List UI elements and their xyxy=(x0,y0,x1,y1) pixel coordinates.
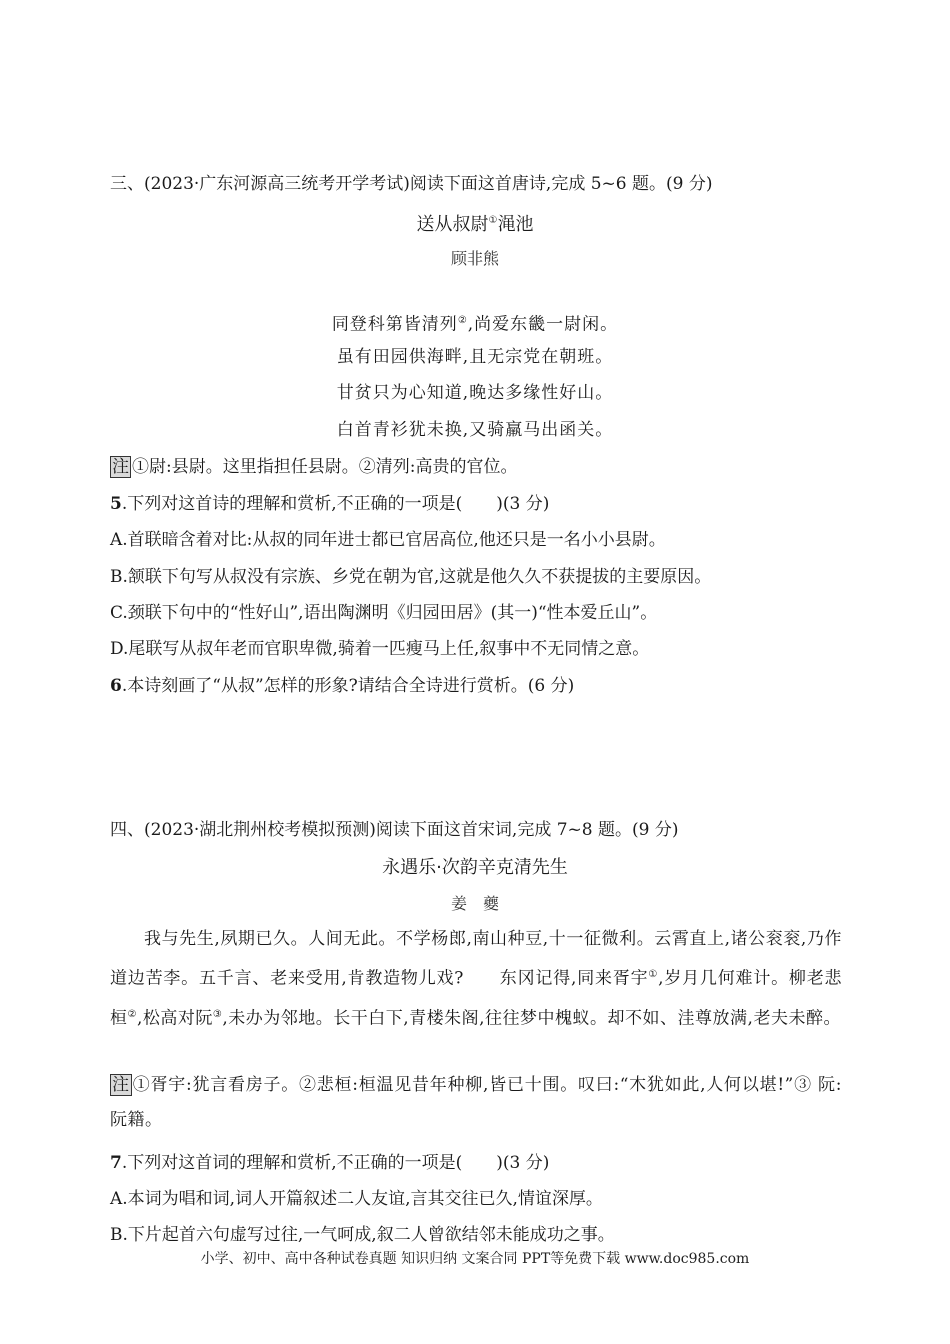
poem-line-text: ,尚爱东畿一尉闲。 xyxy=(467,314,619,335)
section-4-heading: 四、(2023·湖北荆州校考模拟预测)阅读下面这首宋词,完成 7~8 题。(9 分) xyxy=(110,820,679,840)
footnote-marker: ② xyxy=(127,1008,137,1020)
poem-title xyxy=(0,208,950,238)
note-text: ①胥宇:犹言看房子。②悲桓:桓温见昔年种柳,皆已十围。叹曰:“木犹如此,人何以堪!”③ 阮:阮籍。 xyxy=(110,1075,842,1130)
ci-text: ,岁月几何难计。柳老悲桓 xyxy=(110,968,842,1029)
question-number: 6 xyxy=(110,676,122,696)
ci-note xyxy=(110,1068,842,1138)
question-text: .本诗刻画了“从叔”怎样的形象?请结合全诗进行赏析。(6 分) xyxy=(121,676,575,696)
note-tag: 注 xyxy=(112,457,129,477)
ci-title: 永遇乐·次韵辛克清先生 xyxy=(382,857,568,878)
ci-text: 我与先生,夙期已久。人间无此。不学杨郎,南山种豆,十一征微利。云霄直上,诸公衮衮,乃作道边苦李。五千言、老来受用,肯教造物儿戏? 东冈记得,同来胥宇 xyxy=(110,929,842,989)
poem-title-text: 送从叔尉 xyxy=(416,214,489,235)
option-c: C.颈联下句中的“性好山”,语出陶渊明《归园田居》(其一)“性本爱丘山”。 xyxy=(110,603,658,623)
poem-line: 白首青衫犹未换,又骑羸马出函关。 xyxy=(336,420,614,440)
poem-line: 甘贫只为心知道,晚达多缘性好山。 xyxy=(336,383,614,403)
poem-line: 虽有田园供海畔,且无宗党在朝班。 xyxy=(336,347,614,367)
ci-author: 姜 夔 xyxy=(450,894,499,913)
question-number: 5 xyxy=(110,494,122,514)
poem-line xyxy=(0,309,950,337)
footnote-marker: ② xyxy=(457,315,468,326)
footnote-marker: ① xyxy=(488,215,498,226)
option-d: D.尾联写从叔年老而官职卑微,骑着一匹瘦马上任,叙事中不无同情之意。 xyxy=(110,639,650,659)
option-a: A.本词为唱和词,词人开篇叙述二人友谊,言其交往已久,情谊深厚。 xyxy=(110,1189,603,1209)
option-a: A.首联暗含着对比:从叔的同年进士都已官居高位,他还只是一名小小县尉。 xyxy=(110,530,666,550)
page-footer: 小学、初中、高中各种试卷真题 知识归纳 文案合同 PPT等免费下载 www.doc985.com xyxy=(200,1251,750,1267)
poem-author: 顾非熊 xyxy=(450,249,499,268)
footnote-marker: ① xyxy=(648,969,659,980)
poem-title-text: 渑池 xyxy=(497,214,534,235)
option-b: B.下片起首六句虚写过往,一气呵成,叙二人曾欲结邻未能成功之事。 xyxy=(110,1225,615,1245)
question-7 xyxy=(110,1151,549,1175)
footnote-marker: ③ xyxy=(212,1008,223,1020)
question-number: 7 xyxy=(110,1153,122,1173)
poem-line-text: 同登科第皆清列 xyxy=(331,314,458,335)
question-text: .下列对这首诗的理解和赏析,不正确的一项是( )(3 分) xyxy=(121,494,550,514)
note-text: ①尉:县尉。这里指担任县尉。②清列:高贵的官位。 xyxy=(132,457,518,477)
note-tag: 注 xyxy=(112,1075,130,1095)
question-6 xyxy=(110,674,574,698)
option-b: B.颔联下句写从叔没有宗族、乡党在朝为官,这就是他久久不获提拔的主要原因。 xyxy=(110,567,712,587)
poem-note xyxy=(110,455,517,479)
ci-text: ,松高对阮 xyxy=(136,1008,213,1029)
section-3-heading: 三、(2023·广东河源高三统考开学考试)阅读下面这首唐诗,完成 5~6 题。(9 分) xyxy=(110,174,713,194)
question-5 xyxy=(110,492,549,516)
question-text: .下列对这首词的理解和赏析,不正确的一项是( )(3 分) xyxy=(121,1153,550,1173)
ci-body xyxy=(110,922,842,1036)
ci-text: ,未办为邻地。长干白下,青楼朱阁,往往梦中槐蚁。却不如、洼尊放满,老夫未醉。 xyxy=(222,1008,841,1029)
